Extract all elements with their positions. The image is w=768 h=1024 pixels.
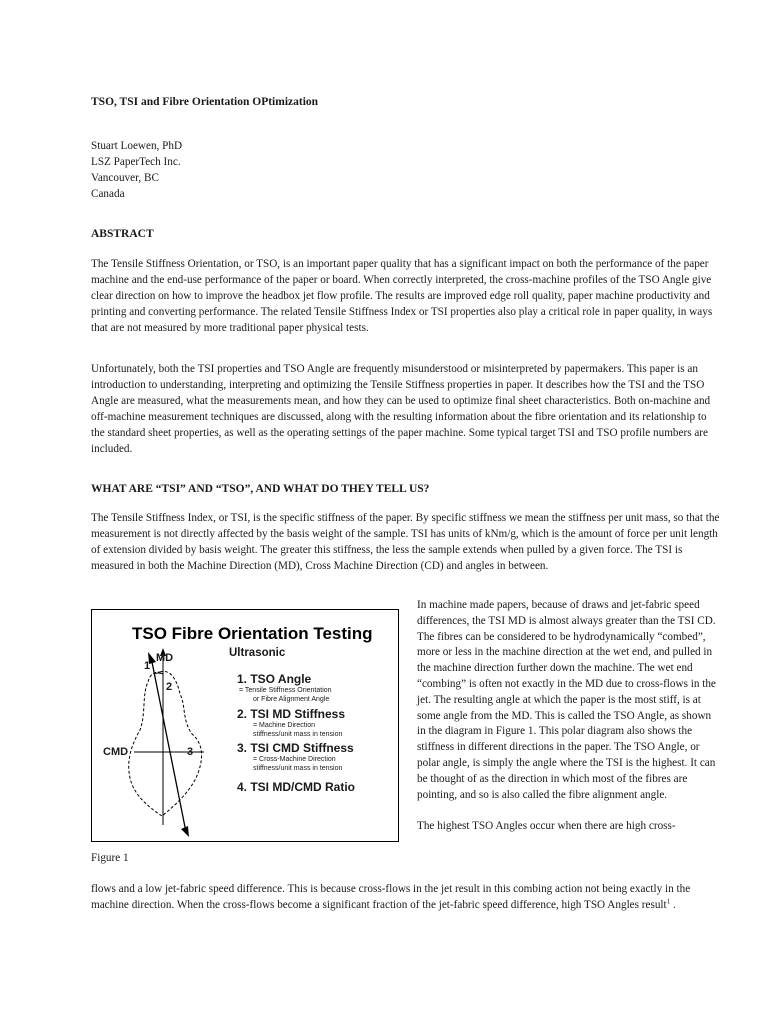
legend-item-2 — [237, 707, 345, 739]
legend-item-3-label: 3. TSI CMD Stiffness — [237, 741, 354, 755]
legend-item-3-desc: = Cross-Machine Direction — [253, 756, 336, 763]
abstract-heading: ABSTRACT — [91, 228, 154, 240]
legend-item-4 — [237, 780, 355, 794]
right-paragraph-1: In machine made papers, because of draws and jet-fabric speed differences, the TSI MD is almost always greater than the TSI CD. The fibres can be considered to be hydrodynamically “combed”, more or less in the machine direction at the wet end, and pulled in the machine direction further down the machine. The wet end “combing” is often not exactly in the MD due to cross-flows in the jet. The resulting angle at which the paper is the most stiff, is at some angle from the MD. This is called the TSO Angle, as shown in the diagram in Figure 1. This polar diagram also shows the stiffness in different directions in the paper. The TSO Angle, or polar angle, is simply the angle where the TSI is the highest. It can be thought of as the direction in which most of the fibres are pointing, and so is also called the fibre alignment angle. — [417, 599, 716, 801]
legend-item-2-label: 2. TSI MD Stiffness — [237, 707, 346, 721]
legend-item-1-desc-2: or Fibre Alignment Angle — [253, 696, 330, 703]
figure-1 — [91, 609, 399, 842]
footnote-mark[interactable]: 1 — [666, 897, 671, 906]
abstract-paragraph-2: Unfortunately, both the TSI properties and TSO Angle are frequently misunderstood or misinterpreted by papermakers. This paper is an introduction to understanding, interpreting and optimizing the Tensile Stiffness properties in paper. It describes how the TSI and the TSO Angle are measured, what the measurements mean, and how they can be used to optimize final sheet characteristics. Both on-machine and off-machine measurement techniques are discussed, along with the resulting information about the fibre orientation and its relationship to the standard sheet properties, as well as the operating settings of the paper machine. Some typical target TSI and TSO profile numbers are included. — [91, 363, 711, 455]
continuation-text: flows and a low jet-fabric speed difference. This is because cross-flows in the jet result in this combing action not being exactly in the machine direction. When the cross-flows become a significant fraction of the jet-fabric speed difference, high TSO Angles result — [91, 883, 691, 911]
legend-item-2-desc-2: stiffness/unit mass in tension — [253, 731, 343, 738]
right-paragraph-2: The highest TSO Angles occur when there are high cross- — [417, 820, 676, 833]
legend-item-3-desc-2: stiffness/unit mass in tension — [253, 765, 343, 772]
figure-title: TSO Fibre Orientation Testing — [132, 624, 373, 643]
legend-item-3 — [237, 741, 354, 773]
legend-item-4-label: 4. TSI MD/CMD Ratio — [237, 780, 356, 794]
legend-item-1-desc: = Tensile Stiffness Orientation — [239, 687, 332, 694]
author-city: Vancouver, BC — [91, 172, 159, 184]
abstract-paragraph-1: The Tensile Stiffness Orientation, or TSO, is an important paper quality that has a significant impact on both the performance of the paper machine and the end-use performance of the paper or board. When correctly interpreted, the cross-machine profiles of the TSO Angle give clear direction on how to improve the headbox jet flow profile. The results are improved edge roll quality, paper machine productivity and printing and converting performance. The related Tensile Stiffness Index or TSI properties also play a critical role in paper quality, in ways that are not measured by more traditional paper physical tests. — [91, 258, 713, 334]
figure-subtitle: Ultrasonic — [229, 647, 286, 659]
paper-title: TSO, TSI and Fibre Orientation OPtimization — [91, 96, 319, 108]
continuation-paragraph — [91, 881, 723, 913]
arrow-head-bottom-icon — [181, 826, 189, 837]
author-name: Stuart Loewen, PhD — [91, 140, 183, 152]
author-block — [91, 138, 723, 202]
cmd-label: CMD — [103, 746, 129, 758]
figure-caption: Figure 1 — [91, 852, 129, 864]
legend-item-1-label: 1. TSO Angle — [237, 672, 312, 686]
author-company: LSZ PaperTech Inc. — [91, 156, 181, 168]
label-3: 3 — [187, 746, 194, 758]
section-paragraph-1: The Tensile Stiffness Index, or TSI, is the specific stiffness of the paper. By specific stiffness we mean the stiffness per unit mass, so that the measurement is not directly affected by the basis weight of the sample. TSI has units of kNm/g, which is the amount of force per unit length of extension divided by basis weight. The greater this stiffness, the less the sample extends when pulled by a given force. The TSI is measured in both the Machine Direction (MD), Cross Machine Direction (CD) and angles in between. — [91, 512, 720, 572]
md-label: MD — [156, 652, 174, 664]
continuation-end: . — [670, 899, 676, 911]
right-column — [417, 598, 717, 851]
label-2: 2 — [166, 681, 173, 693]
stiffness-polar-curve — [129, 671, 202, 816]
legend-item-2-desc: = Machine Direction — [253, 722, 316, 729]
author-country: Canada — [91, 188, 125, 200]
label-1: 1 — [144, 660, 151, 672]
legend-item-1 — [237, 672, 332, 704]
section-heading: WHAT ARE “TSI” AND “TSO”, AND WHAT DO THEY TELL US? — [91, 483, 430, 495]
